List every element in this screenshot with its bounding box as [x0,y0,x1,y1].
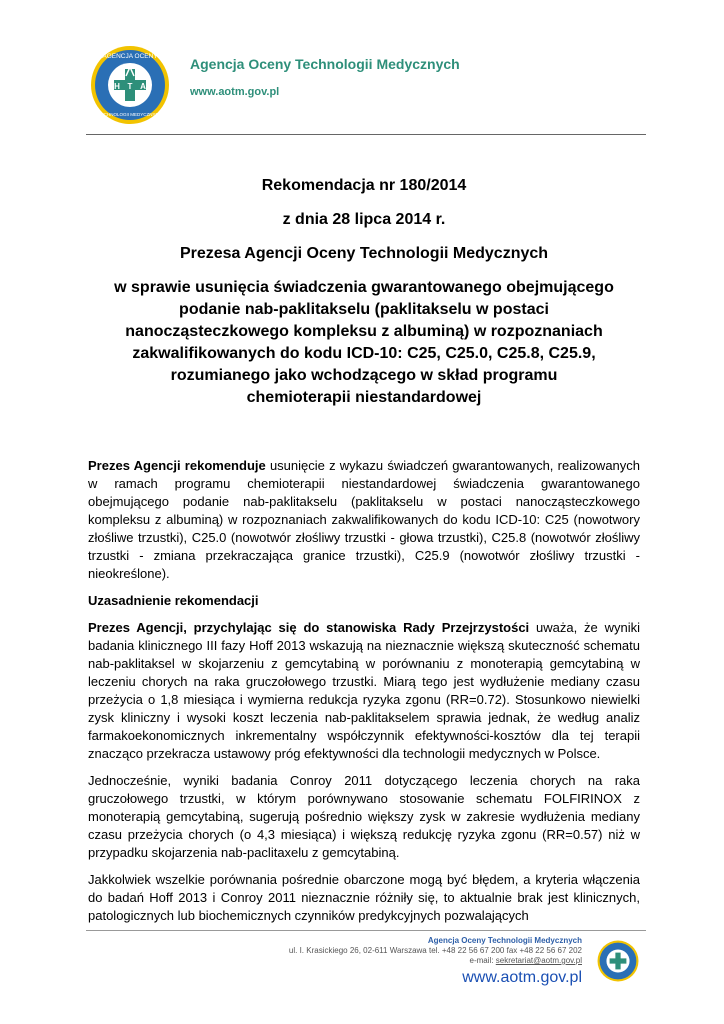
comparison-paragraph: Jakkolwiek wszelkie porównania pośrednie obarczone mogą być błędem, a kryteria włączenia do badań Hoff 2013 i Conroy 2011 nieznacznie różniły się, to aktualnie brak jest klinicznych, patologicznych lub biochemicznych czynników predykcyjnych pozwalających [88,872,640,923]
footer-email-link[interactable]: sekretariat@aotm.gov.pl [495,956,582,965]
subject-line: rozumianego jako wchodzącego w skład programu [170,367,558,384]
subject-line: podanie nab-paklitakselu (paklitakselu w postaci [179,301,549,318]
subject-line: w sprawie usunięcia świadczenia gwarantowanego obejmującego [114,279,614,296]
footer-url-link[interactable]: www.aotm.gov.pl [462,969,582,986]
recommendation-date: z dnia 28 lipca 2014 r. [282,211,446,228]
subject-line: nanocząsteczkowego kompleksu z albuminą) w rozpoznaniach [125,323,603,340]
footer [289,936,582,989]
header-divider [86,134,646,135]
svg-text:AGENCJA OCENY: AGENCJA OCENY [102,53,158,60]
org-url-link[interactable]: www.aotm.gov.pl [190,86,280,98]
recommendation-paragraph [88,457,640,583]
subject-line: zakwalifikowanych do kodu ICD-10: C25, C25.0, C25.8, C25.9, [132,345,596,362]
conroy-paragraph: Jednocześnie, wyniki badania Conroy 2011 dotyczącego leczenia chorych na raka gruczołowego trzustki, w którym porównywano stosowanie schematu FOLFIRINOX z monoterapią gemcytabiną, sugerują pośrednio większy zysk w zakresie wydłużenia mediany czasu przeżycia chorych (o 4,3 miesiąca) i większą redukcję ryzyka zgonu (RR=0.57) niż w przypadku skojarzenia nab-paclitaxelu z gemcytabiną. [88,773,640,860]
svg-text:T: T [127,82,133,91]
justification-text: uważa, że wyniki badania klinicznego III fazy Hoff 2013 wskazują na nieznacznie większą skuteczność schematu nab-paklitaksel w skojarzeniu z gemcytabiną w porównaniu z monoterapią gemcytabiną w leczeniu chorych na raka gruczołowego trzustki. Miarą tego jest wydłużenie mediany czasu przeżycia o 1,8 miesiąca i wymierna redukcja ryzyka zgonu (RR=0.72). Stosunkowo niewielki zysk kliniczny i wysoki koszt leczenia nab-paklitakselem sprawia jednak, że według analiz farmakoekonomicznych inkrementalny współczynnik efektywności-kosztów dla tej terapii znacząco przekracza ustawowy próg efektywności dla technologii medycznych w Polsce. [88,620,640,761]
svg-text:TECHNOLOGII MEDYCZNYCH: TECHNOLOGII MEDYCZNYCH [97,112,163,117]
document-title [88,175,640,409]
footer-divider [86,930,646,931]
document-body [88,457,640,934]
subject-line: chemioterapii niestandardowej [246,389,482,406]
footer-email-label: e-mail: [469,956,496,965]
aotm-logo [90,45,170,125]
justification-lead: Prezes Agencji, przychylając się do stanowiska Rady Przejrzystości [88,620,530,635]
svg-text:H: H [114,82,120,91]
footer-address: ul. I. Krasickiego 26, 02-611 Warszawa tel. +48 22 56 67 200 fax +48 22 56 67 202 [288,946,582,955]
svg-text:A: A [140,82,146,91]
aotm-logo-small [597,940,639,982]
recommendation-number: Rekomendacja nr 180/2014 [261,177,467,194]
issuer: Prezesa Agencji Oceny Technologii Medycznych [179,245,549,262]
justification-paragraph [88,619,640,763]
footer-org-name: Agencja Oceny Technologii Medycznych [427,936,582,945]
recommendation-text: usunięcie z wykazu świadczeń gwarantowanych, realizowanych w ramach programu chemioterapii niestandardowej świadczenia gwarantowanego obejmującego podanie nab-paklitakselu (paklitakselu w postaci nanocząsteczkowego kompleksu z albuminą) w rozpoznaniach zakwalifikowanych do kodu ICD-10: C25 (nowotwory złośliwe trzustki), C25.0 (nowotwór złośliwy trzustki - głowa trzustki), C25.8 (nowotwór złośliwy trzustki - zmiana przekraczająca granice trzustki), C25.9 (nowotwór złośliwy trzustki - nieokreślone). [88,458,641,581]
justification-heading: Uzasadnienie rekomendacji [88,593,259,608]
footer-email [289,956,582,966]
org-name: Agencja Oceny Technologii Medycznych [190,56,460,72]
recommendation-lead: Prezes Agencji rekomenduje [88,458,266,473]
